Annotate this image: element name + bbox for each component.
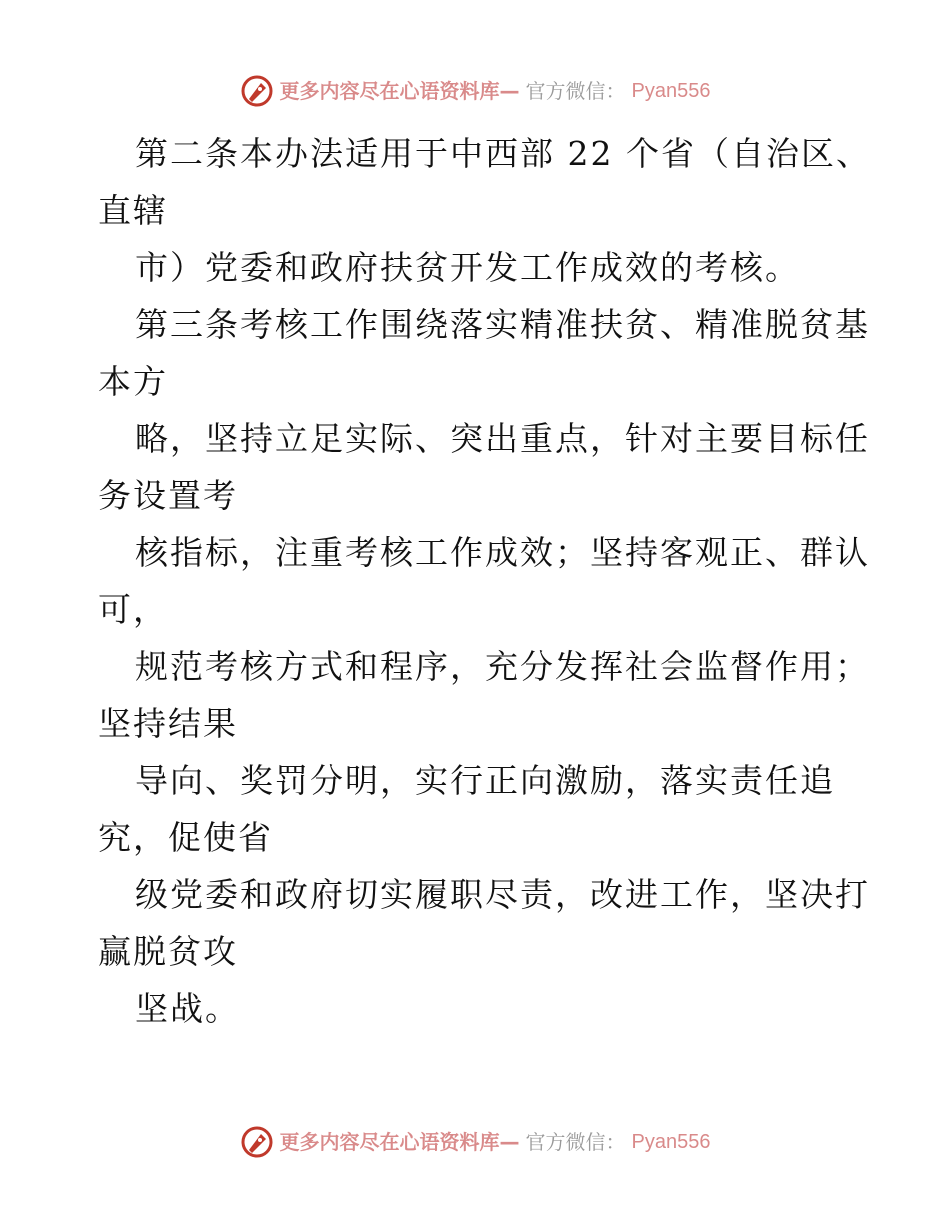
watermark-main-text: 更多内容尽在心语资料库— [279,1130,520,1154]
text-line: 务设置考 [98,476,238,515]
text-line: 略，坚持立足实际、突出重点，针对主要目标任 [135,419,870,458]
watermark-side-text: 官方微信： [525,79,626,103]
watermark-id-text: Pyan556 [631,1131,711,1153]
text-line: 导向、奖罚分明，实行正向激励，落实责任追 [135,761,835,800]
watermark-side-text: 官方微信： [525,1130,626,1154]
watermark-id-text: Pyan556 [631,80,711,102]
pen-nib-logo-icon [240,74,274,108]
text-line: 市）党委和政府扶贫开发工作成效的考核。 [135,248,800,287]
text-line: 直辖 [98,191,168,230]
footer-watermark [0,1125,950,1159]
header-watermark [0,74,950,108]
text-line: 赢脱贫攻 [98,932,238,971]
text-line: 级党委和政府切实履职尽责，改进工作，坚决打 [135,875,870,914]
pen-nib-logo-icon [240,1125,274,1159]
text-line: 核指标，注重考核工作成效；坚持客观正、群认 [135,533,870,572]
text-line: 第三条考核工作围绕落实精准扶贫、精准脱贫基 [135,305,870,344]
watermark-main-text: 更多内容尽在心语资料库— [279,79,520,103]
text-line: 本方 [98,362,168,401]
text-line: 可， [98,590,168,629]
text-line: 究，促使省 [98,818,273,857]
document-body [98,125,871,1037]
text-line: 坚持结果 [98,704,238,743]
text-line: 坚战。 [135,989,240,1028]
text-line: 第二条本办法适用于中西部 22 个省（自治区、 [135,134,871,173]
text-line: 规范考核方式和程序，充分发挥社会监督作用； [135,647,870,686]
